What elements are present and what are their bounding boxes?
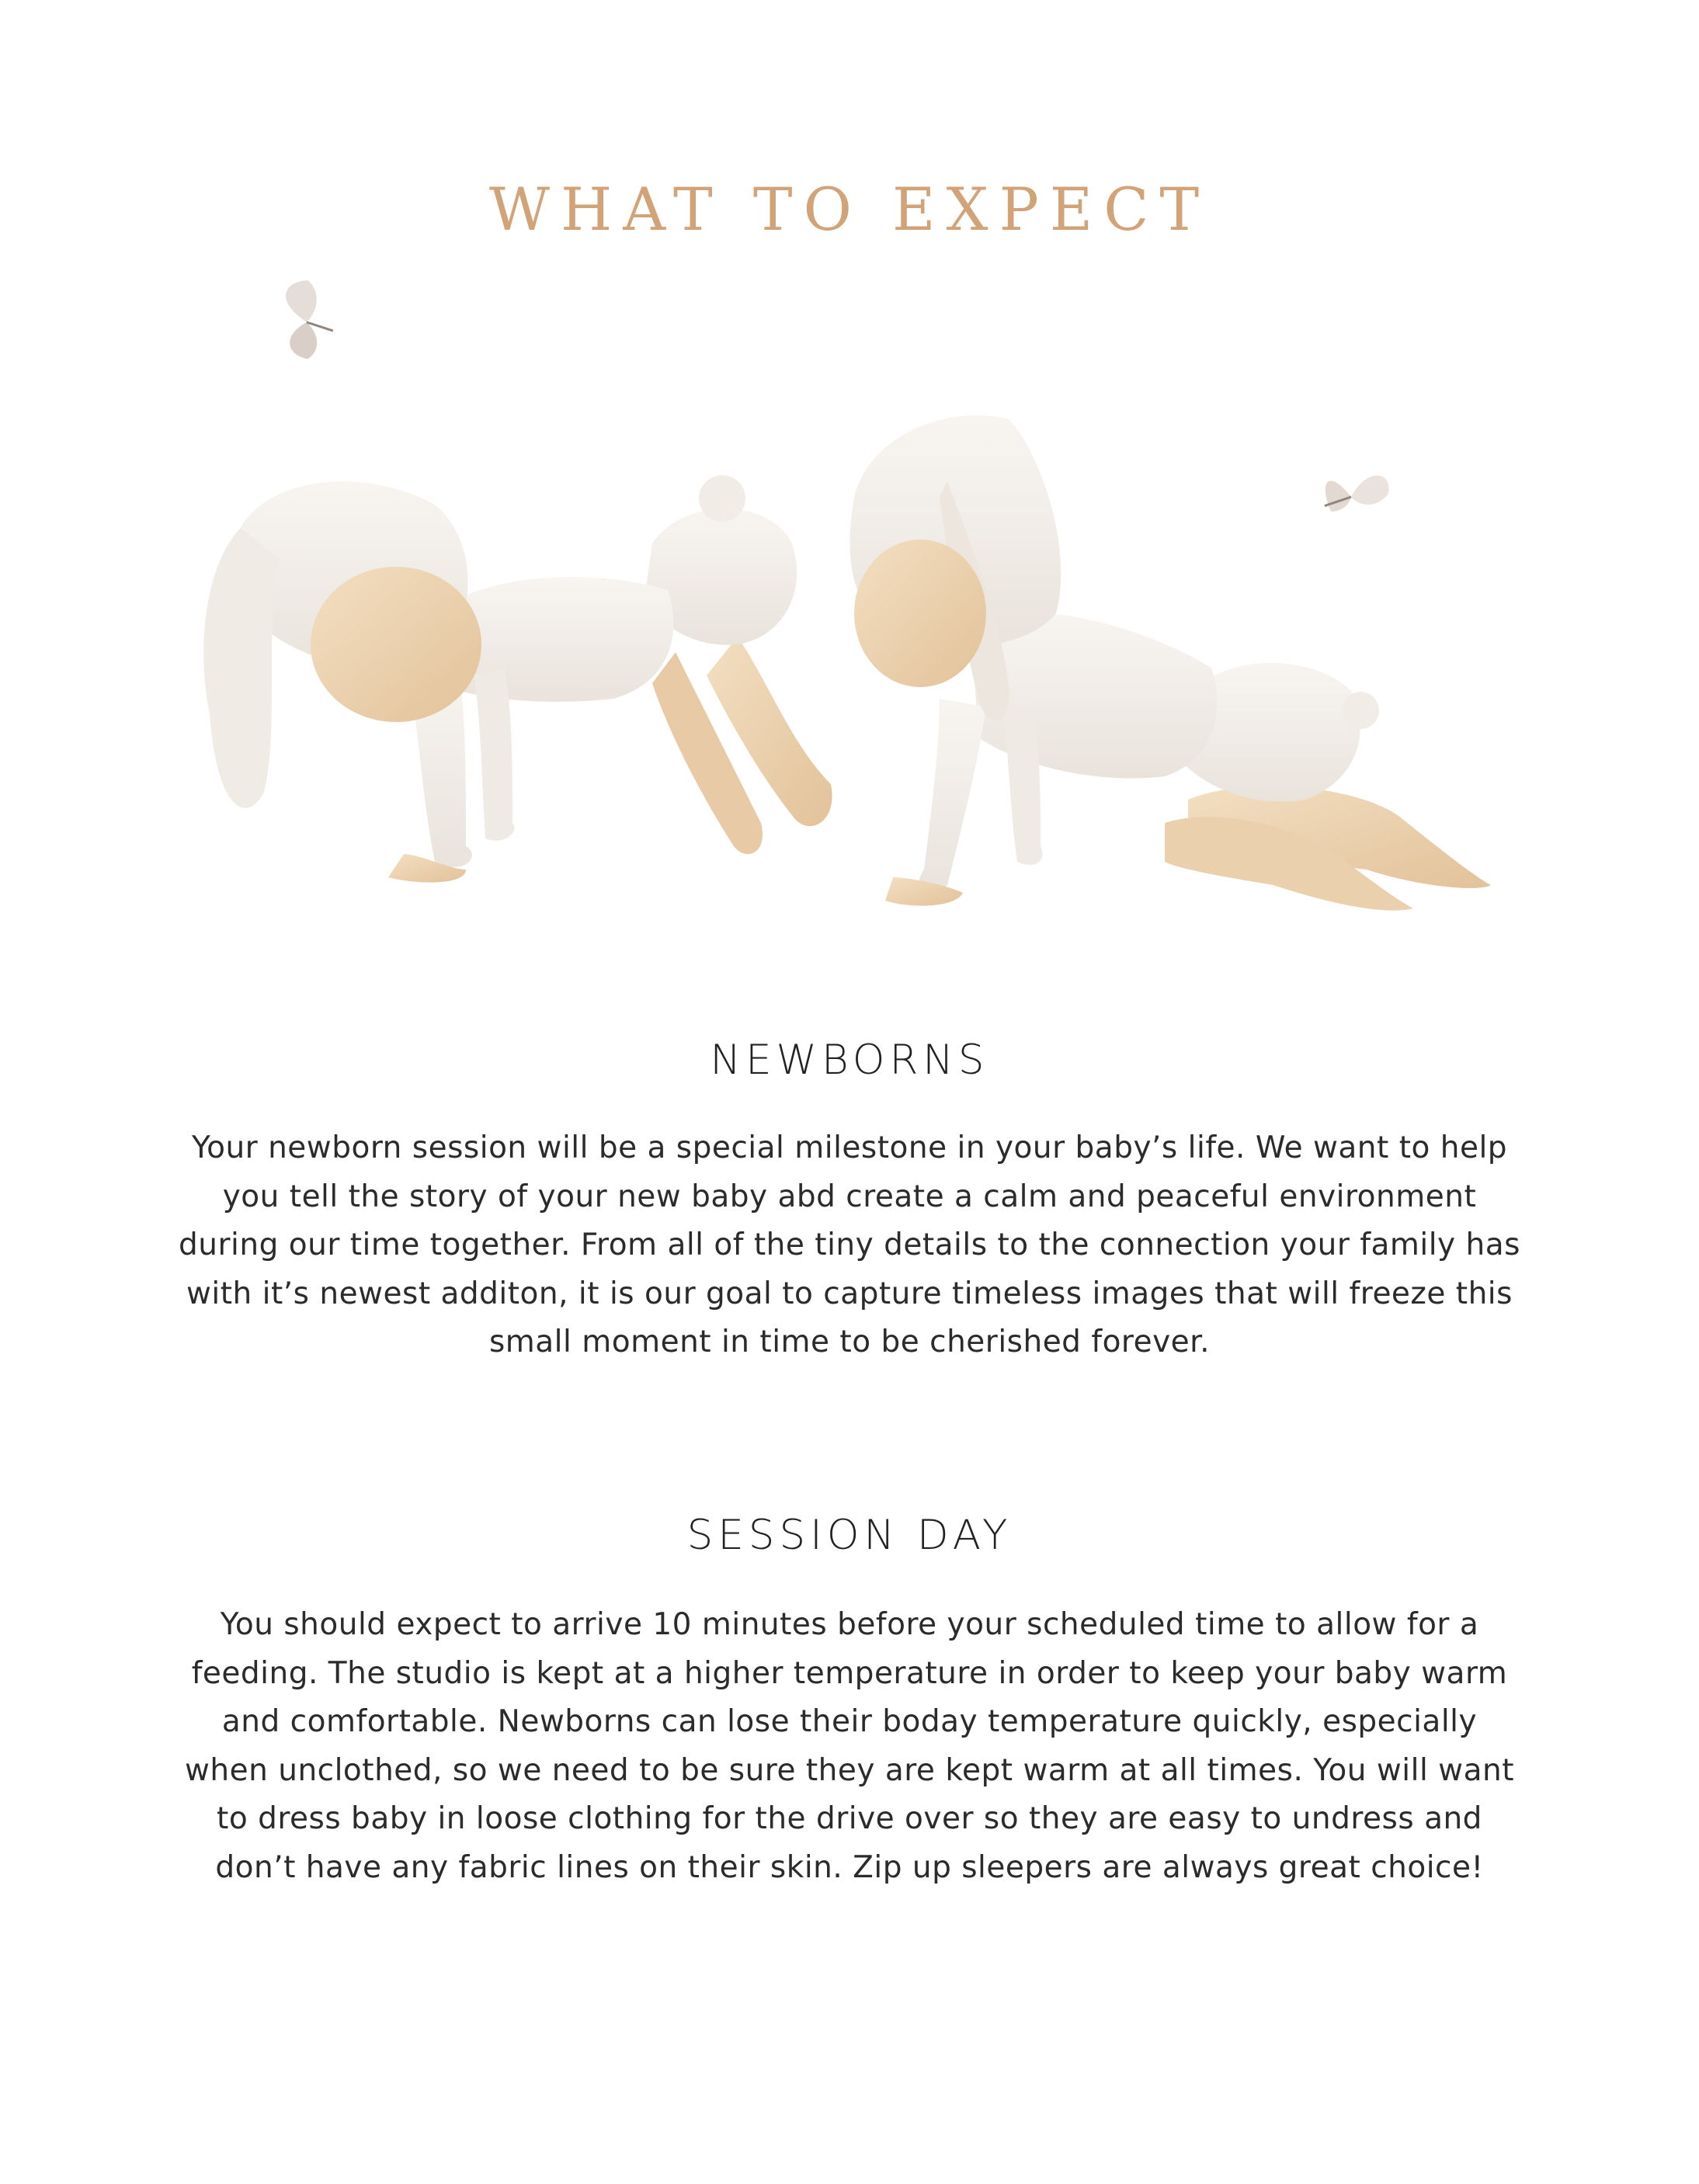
section-heading-session-day: SESSION DAY [686, 1512, 1013, 1559]
section-heading-newborns: NEWBORNS [710, 1036, 989, 1084]
page-title: WHAT TO EXPECT [488, 175, 1211, 244]
paragraph-line: during our time together. From all of the tiny details to the connection your family has [179, 1227, 1520, 1262]
paragraph-line: You should expect to arrive 10 minutes before your scheduled time to allow for a [220, 1607, 1479, 1642]
crawling-baby-bunny-hood-icon [850, 415, 1491, 911]
paragraph-line: feeding. The studio is kept at a higher temperature in order to keep your baby warm [191, 1655, 1508, 1691]
paragraph-line: you tell the story of your new baby abd create a calm and peaceful environment [222, 1179, 1477, 1214]
paragraph-line: and comfortable. Newborns can lose their boday temperature quickly, especially [221, 1704, 1478, 1739]
butterfly-icon [1319, 463, 1392, 525]
paragraph-line: Your newborn session will be a special milestone in your baby’s life. We want to help [191, 1130, 1508, 1165]
paragraph-line: when unclothed, so we need to be sure they are kept warm at all times. You will want [185, 1752, 1514, 1788]
babies-illustration [0, 264, 1699, 947]
section-body-newborns [124, 1124, 1575, 1367]
paragraph-line: don’t have any fabric lines on their skin. Zip up sleepers are always great choice! [215, 1849, 1484, 1885]
section-body-session-day [124, 1601, 1575, 1892]
paragraph-line: with it’s newest additon, it is our goal to capture timeless images that will freeze this [186, 1276, 1513, 1311]
paragraph-line: to dress baby in loose clothing for the drive over so they are easy to undress and [217, 1801, 1482, 1836]
paragraph-line: small moment in time to be cherished forever. [488, 1325, 1211, 1359]
crawling-baby-bunny-hood-icon [203, 475, 832, 883]
butterfly-icon [270, 276, 339, 363]
